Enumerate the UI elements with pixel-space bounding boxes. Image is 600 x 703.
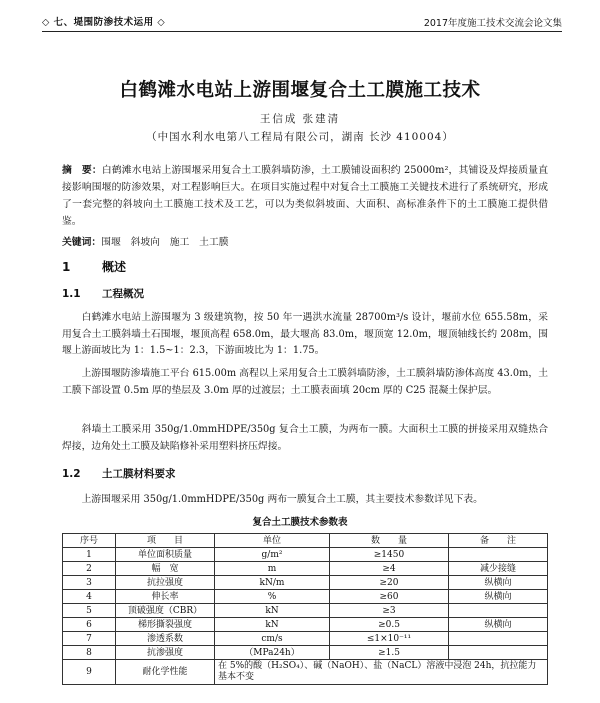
table-row (63, 632, 548, 646)
table-cell (449, 646, 548, 660)
section-1-1-heading (62, 286, 144, 301)
table-row (63, 576, 548, 590)
header-cell: 序号 (63, 534, 116, 548)
table-cell: ≥20 (330, 576, 449, 590)
table-cell: 4 (63, 590, 116, 604)
abstract (62, 162, 548, 230)
table-cell: cm/s (215, 632, 330, 646)
section-title: 土工膜材料要求 (102, 468, 176, 480)
table-row (63, 604, 548, 618)
table-caption: 复合土工膜技术参数表 (252, 517, 348, 528)
table-cell: 6 (63, 618, 116, 632)
table-cell (449, 604, 548, 618)
table-cell (449, 548, 548, 562)
table-cell: 8 (63, 646, 116, 660)
table-cell: 3 (63, 576, 116, 590)
paper-title: 白鹤滩水电站上游围堰复合土工膜施工技术 (119, 80, 481, 101)
table-row (63, 562, 548, 576)
table-cell: 2 (63, 562, 116, 576)
table-cell: （MPa24h） (215, 646, 330, 660)
table-cell: 梯形撕裂强度 (116, 618, 215, 632)
body-paragraph-1: 白鹤滩水电站上游围堰为 3 级建筑物，按 50 年一遇洪水流量 28700m³/s 设计，堰前水位 655.58m，采用复合土工膜斜墙土石围堰，堰顶高程 658.0m，最大堰高 83.0m，堰顶宽 12.0m，堰顶轴线长约 208m，围堰上游面坡比为 1：1.5~1：2.3，下游面坡比为 1：1.75。 (62, 312, 548, 356)
abstract-text: 白鹤滩水电站上游围堰采用复合土工膜斜墙防渗，土工膜铺设面积约 25000m²，其铺设及焊接质量直接影响围堰的防渗效果，对工程影响巨大。在项目实施过程中对复合土工膜施工关键技术进行了系统研究，形成了一套完整的斜坡向土工膜施工技术及工艺，可以为类似斜坡面、大面积、高标准条件下的土工膜施工提供借鉴。 (62, 165, 549, 227)
paper-authors: 王信成 张建清 (259, 113, 341, 125)
table-cell: ≤1×10⁻¹¹ (330, 632, 449, 646)
table-cell: 1 (63, 548, 116, 562)
section-number: 1.1 (62, 288, 81, 300)
table-cell: 抗渗强度 (116, 646, 215, 660)
table-cell: ≥1.5 (330, 646, 449, 660)
table-row (63, 548, 548, 562)
header-collection-title: 2017年度施工技术交流会论文集 (423, 18, 562, 29)
table-cell: 顶破强度（CBR） (116, 604, 215, 618)
body-paragraph-2: 上游围堰防渗墙施工平台 615.00m 高程以上采用复合土工膜斜墙防渗，土工膜斜墙防渗体高度 43.0m，土工膜下部设置 0.5m 厚的垫层及 3.0m 厚的过渡层；土工膜表面填 20cm 厚的 C25 混凝土保护层。 (62, 368, 548, 396)
table-row (63, 660, 548, 685)
table-cell: m (215, 562, 330, 576)
table-row (63, 590, 548, 604)
table-cell: kN/m (215, 576, 330, 590)
table-cell: 渗透系数 (116, 632, 215, 646)
table-cell: g/m² (215, 548, 330, 562)
section-1-2-heading (62, 466, 176, 481)
body-paragraph-3: 斜墙土工膜采用 350g/1.0mmHDPE/350g 复合土工膜，为两布一膜。大面积土工膜的拼接采用双缝热合焊接，边角处土工膜及缺陷修补采用塑料挤压焊接。 (62, 424, 548, 452)
table-cell: 7 (63, 632, 116, 646)
keywords (62, 234, 548, 248)
section-title: 工程概况 (102, 288, 144, 300)
table-cell: ≥60 (330, 590, 449, 604)
header-cell: 备 注 (449, 534, 548, 548)
table-cell: 5 (63, 604, 116, 618)
table-header-row (63, 534, 548, 548)
table-cell: 伸长率 (116, 590, 215, 604)
header-cell: 数 量 (330, 534, 449, 548)
table-cell: 纵横向 (449, 576, 548, 590)
table-cell: % (215, 590, 330, 604)
body-paragraph-4: 上游围堰采用 350g/1.0mmHDPE/350g 两布一膜复合土工膜，其主要技术参数详见下表。 (81, 494, 483, 505)
table-cell: 幅 宽 (116, 562, 215, 576)
table-cell (449, 632, 548, 646)
table-cell: ≥4 (330, 562, 449, 576)
header-section-label: ◇ 七、堤围防渗技术运用 ◇ (42, 17, 166, 28)
keywords-label: 关键词： (62, 237, 102, 248)
table-cell: 纵横向 (449, 618, 548, 632)
table-cell: ≥3 (330, 604, 449, 618)
table-cell: kN (215, 604, 330, 618)
section-number: 1 (62, 260, 71, 274)
spec-table (62, 533, 548, 685)
table-cell: kN (215, 618, 330, 632)
table-cell: 单位面积质量 (116, 548, 215, 562)
table-row (63, 646, 548, 660)
table-cell: 减少接缝 (449, 562, 548, 576)
table-cell: ≥1450 (330, 548, 449, 562)
section-number: 1.2 (62, 468, 81, 480)
table-cell: 抗拉强度 (116, 576, 215, 590)
table-cell: 9 (63, 660, 116, 685)
table-cell: 耐化学性能 (116, 660, 215, 685)
table-cell: 纵横向 (449, 590, 548, 604)
header-cell: 项 目 (116, 534, 215, 548)
table-cell: ≥0.5 (330, 618, 449, 632)
page-header (42, 11, 562, 32)
section-1-heading (62, 258, 126, 275)
section-title: 概述 (102, 260, 127, 274)
header-cell: 单位 (215, 534, 330, 548)
paper-affiliation: （中国水利水电第八工程局有限公司，湖南 长沙 410004） (146, 131, 454, 143)
abstract-label: 摘 要： (62, 165, 102, 176)
table-cell-merged: 在 5%的酸（H₂SO₄）、碱（NaOH）、盐（NaCL）溶液中浸泡 24h，抗拉能力基本不变 (215, 660, 548, 685)
keywords-text: 围堰 斜坡向 施工 土工膜 (101, 237, 229, 248)
table-row (63, 618, 548, 632)
